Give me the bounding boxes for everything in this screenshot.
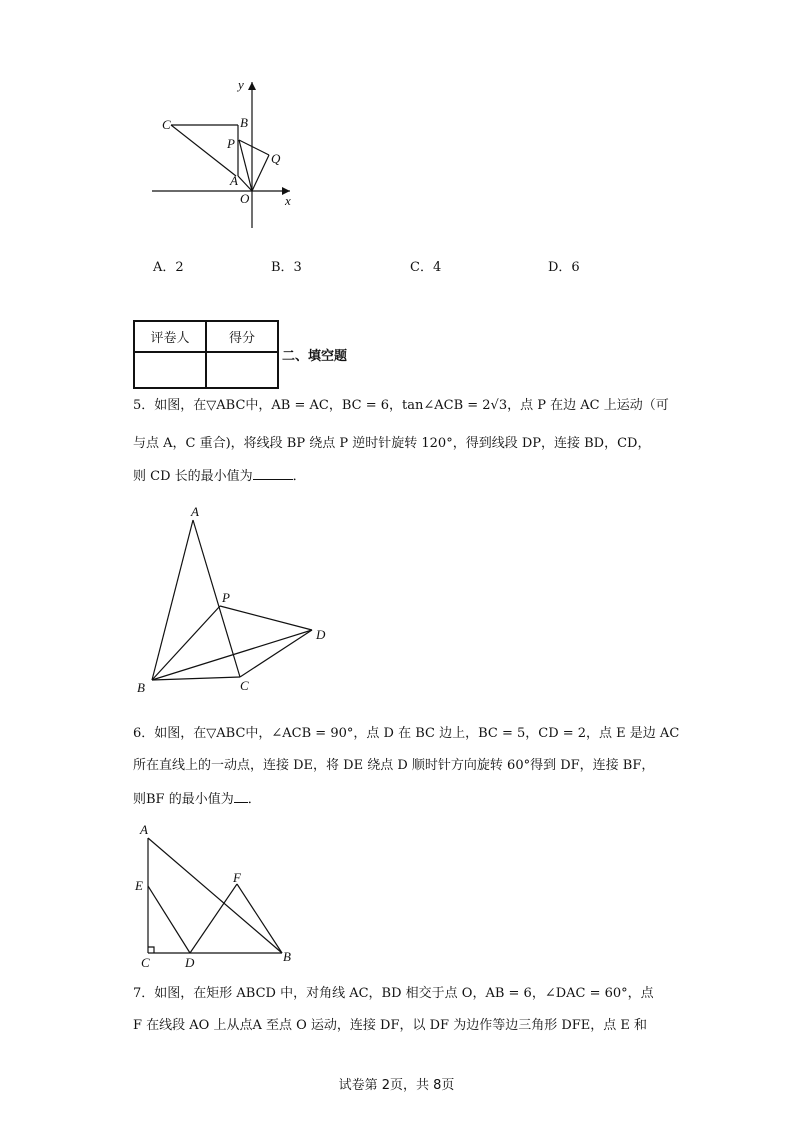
label-q: Q — [271, 151, 281, 166]
q5-line1: 5．如图，在▽ABC中，AB = AC，BC = 6，tan∠ACB = 2√3，点 P 在边 AC 上运动（可 — [133, 398, 669, 413]
q5-line3-prefix: 则 CD 长的最小值为 — [133, 469, 253, 484]
label-p: P — [227, 136, 235, 151]
segment-ac — [193, 520, 240, 677]
segment-pd — [220, 606, 312, 630]
q5-line2: 与点 A，C 重合)，将线段 BP 绕点 P 逆时针旋转 120°，得到线段 DP，连接 BD，CD， — [133, 436, 651, 451]
label-o: O — [240, 191, 250, 206]
q6-line2: 所在直线上的一动点，连接 DE，将 DE 绕点 D 顺时针方向旋转 60°得到 DF，连接 BF， — [133, 758, 655, 773]
label-y: y — [238, 77, 244, 92]
q6-line1: 6．如图，在▽ABC中，∠ACB = 90°，点 D 在 BC 边上，BC = 5，CD = 2，点 E 是边 AC — [133, 726, 680, 741]
coordinate-figure-q4 — [140, 70, 310, 240]
label-a: A — [230, 173, 238, 188]
triangle-figure-q5 — [130, 500, 340, 700]
q5-line3-suffix: ． — [292, 469, 306, 484]
label-c: C — [162, 117, 171, 132]
q6-answer-blank — [234, 790, 248, 803]
segment-ab — [152, 520, 193, 680]
segment-bd — [152, 630, 312, 680]
score-table-cell-grader — [134, 352, 206, 388]
label-a: A — [191, 504, 199, 519]
right-angle-mark — [148, 947, 154, 953]
y-axis-arrow — [248, 82, 256, 90]
label-e: E — [135, 878, 143, 893]
segment-fb — [237, 884, 282, 953]
label-a: A — [140, 822, 148, 837]
q6-line3-prefix: 则BF 的最小值为 — [133, 792, 234, 807]
label-d: D — [316, 627, 326, 642]
triangle-figure-q6 — [130, 818, 305, 973]
score-table-header-score: 得分 — [206, 321, 278, 352]
label-b: B — [137, 680, 145, 695]
choice-a: A．2 — [153, 260, 184, 275]
segment-ab — [148, 838, 282, 953]
segment-qo — [252, 155, 269, 191]
q7-line2: F 在线段 AO 上从点A 至点 O 运动，连接 DF，以 DF 为边作等边三角形 DFE，点 E 和 — [133, 1018, 648, 1033]
segment-pq — [239, 140, 269, 155]
score-table-header-grader: 评卷人 — [134, 321, 206, 352]
label-x: x — [285, 193, 291, 208]
choice-b: B．3 — [271, 260, 302, 275]
segment-ed — [148, 886, 190, 953]
label-d: D — [185, 955, 195, 970]
q5-answer-blank — [253, 467, 293, 480]
label-f: F — [233, 870, 241, 885]
label-p: P — [222, 590, 230, 605]
segment-bc — [152, 677, 240, 680]
section-title: 二、填空题 — [282, 349, 348, 364]
score-table-cell-score — [206, 352, 278, 388]
choice-d: D．6 — [548, 260, 580, 275]
segment-cd — [240, 630, 312, 677]
label-c: C — [141, 955, 150, 970]
choice-c: C．4 — [410, 260, 442, 275]
label-c: C — [240, 678, 249, 693]
q6-line3 — [133, 790, 261, 808]
score-table — [133, 320, 279, 389]
label-b: B — [240, 115, 248, 130]
page-footer: 试卷第 2页，共 8页 — [338, 1078, 455, 1093]
q5-line3 — [133, 467, 306, 485]
label-b: B — [283, 949, 291, 964]
q6-line3-suffix: ． — [247, 792, 261, 807]
q7-line1: 7．如图，在矩形 ABCD 中，对角线 AC，BD 相交于点 O，AB = 6，∠DAC = 60°，点 — [133, 986, 654, 1001]
